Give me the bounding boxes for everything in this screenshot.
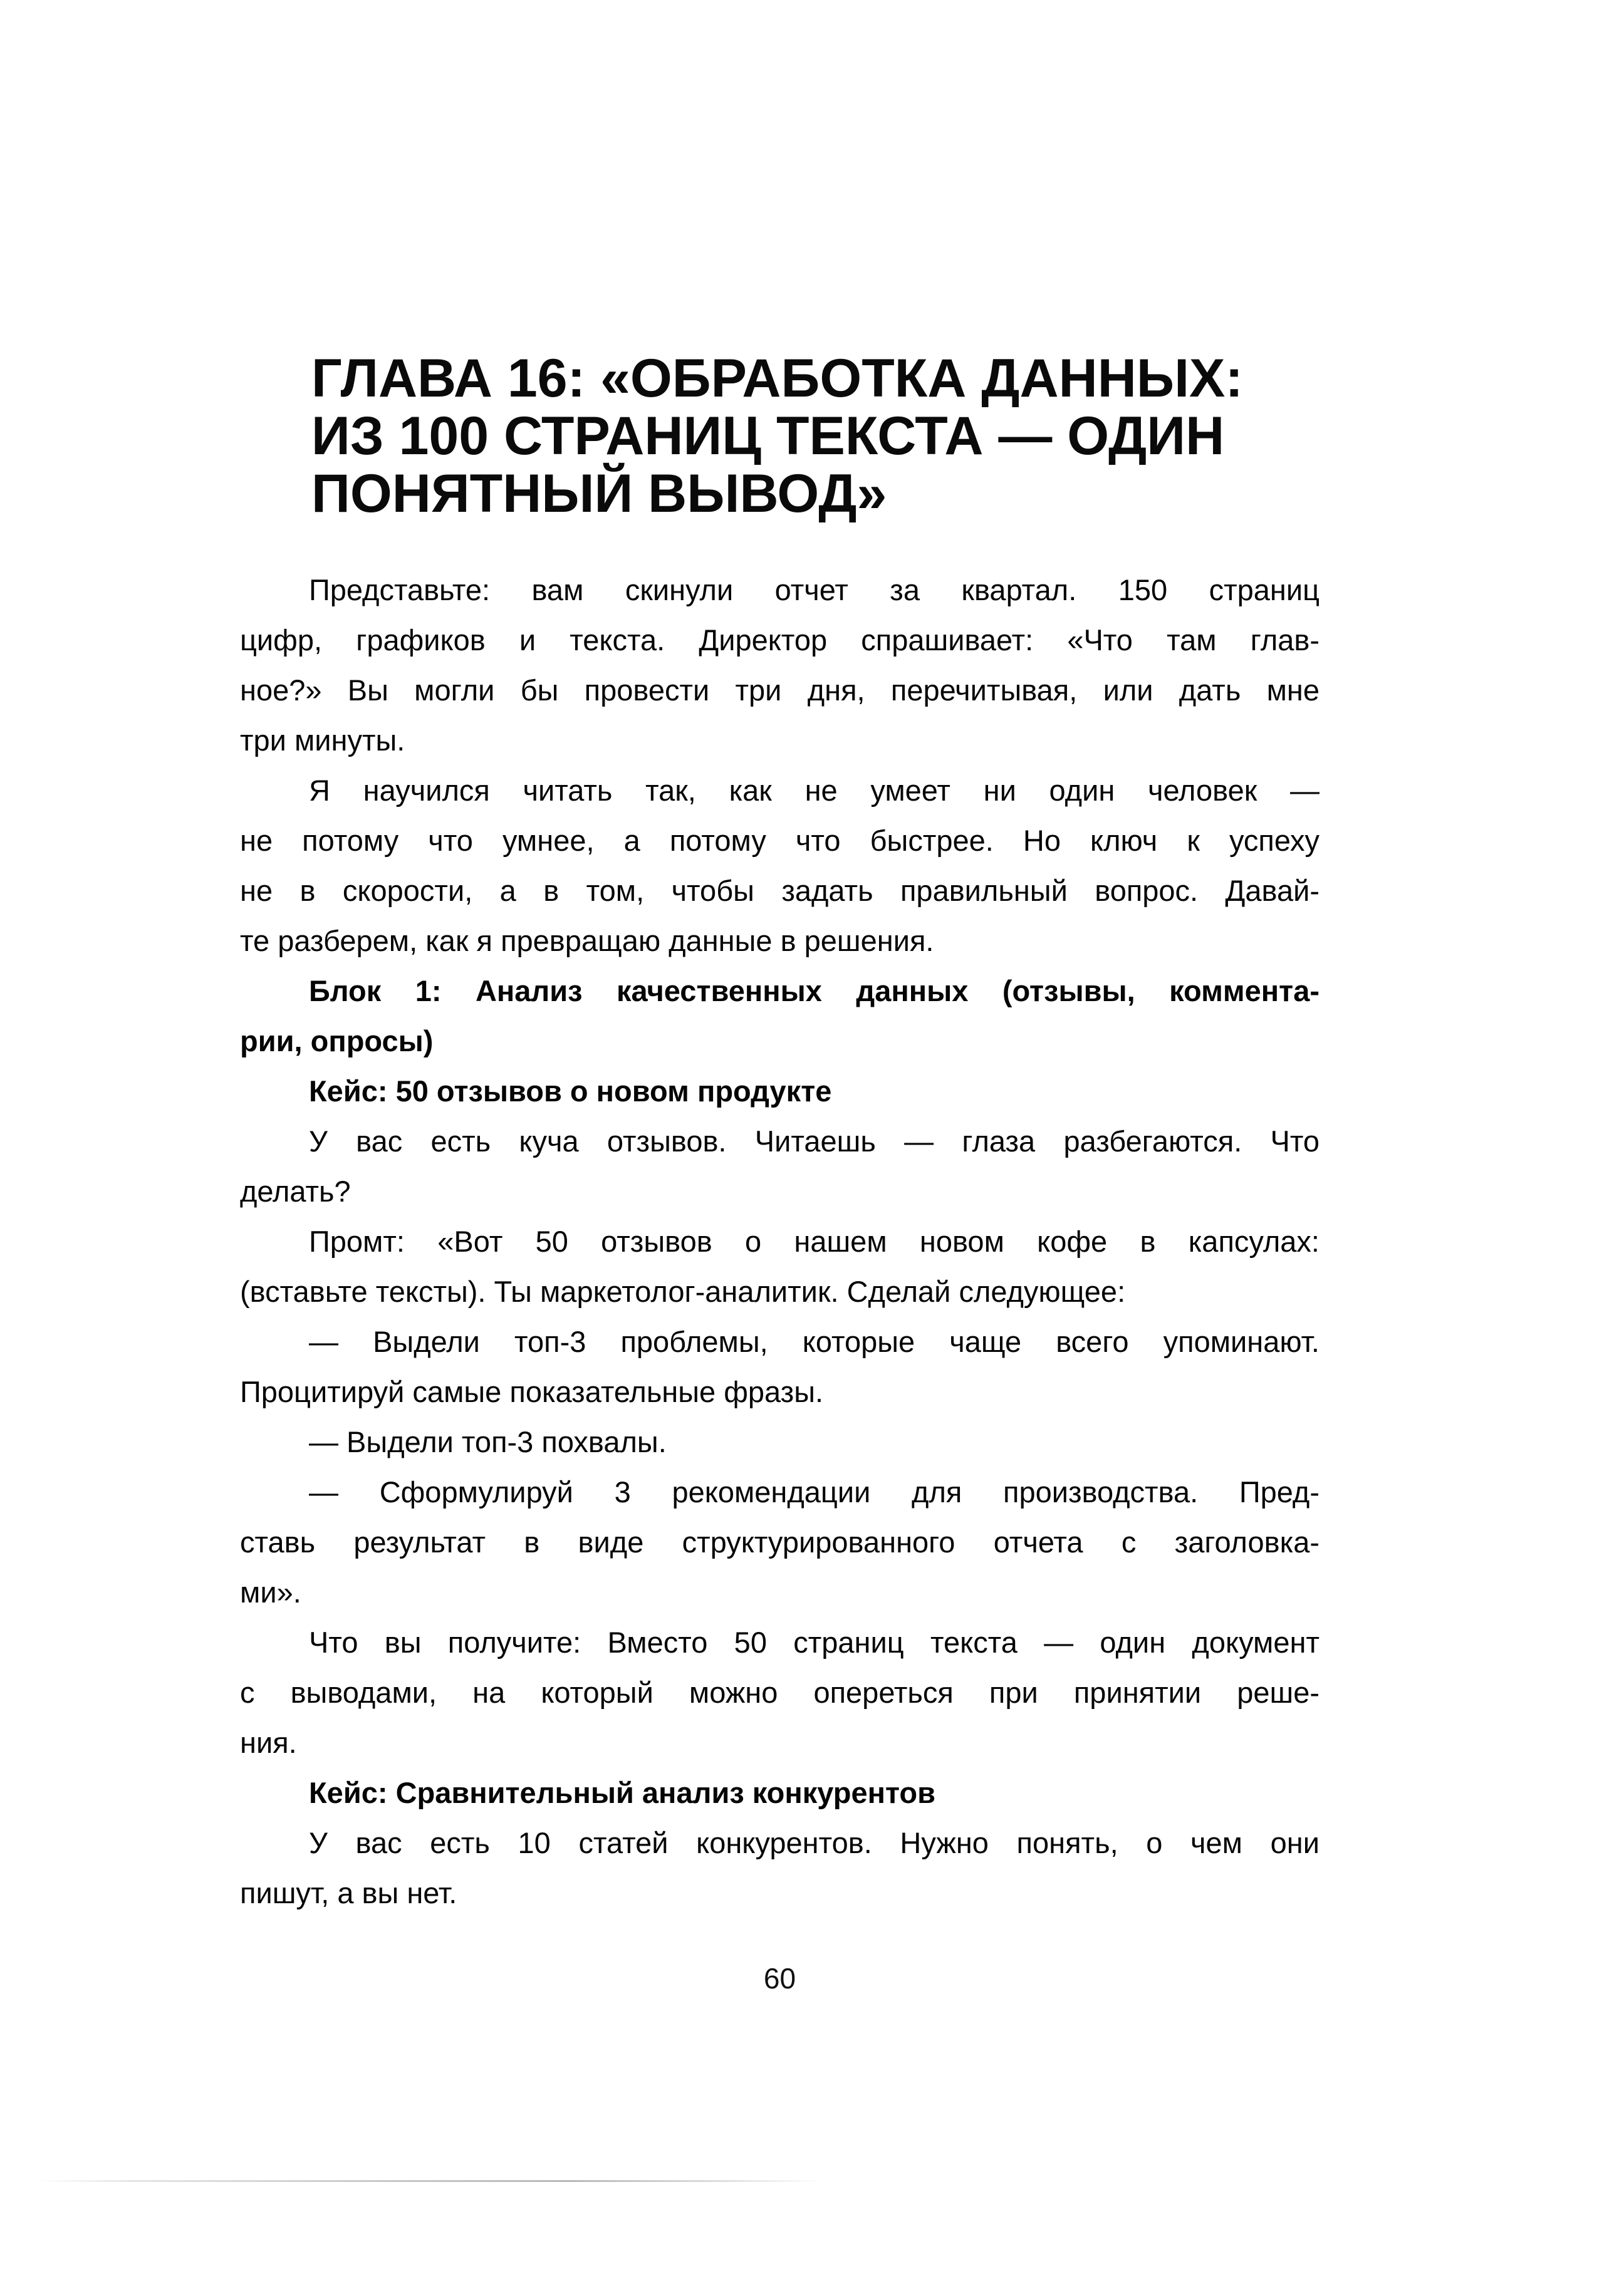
chapter-heading-line: ПОНЯТНЫЙ ВЫВОД»	[311, 464, 887, 524]
page-number: 60	[763, 1962, 796, 1995]
text-line: (вставьте тексты). Ты маркетолог-аналитик. Сделай следующее:	[240, 1275, 1126, 1308]
text-line: цифр, графиков и текста. Директор спрашивает: «Что там глав-	[240, 623, 1320, 657]
text-line: Что вы получите: Вместо 50 страниц текста — один документ	[309, 1626, 1320, 1659]
text-line: Представьте: вам скинули отчет за квартал. 150 страниц	[309, 573, 1320, 606]
text-line: ми».	[240, 1576, 301, 1609]
text-line: не потому что умнее, а потому что быстрее. Но ключ к успеху	[240, 824, 1320, 857]
text-line: ставь результат в виде структурированного отчета с заголовка-	[240, 1525, 1320, 1559]
text-line: Промт: «Вот 50 отзывов о нашем новом кофе в капсулах:	[309, 1225, 1320, 1258]
text-line: Кейс: Сравнительный анализ конкурентов	[309, 1776, 936, 1809]
text-line: ния.	[240, 1726, 297, 1759]
page-edge-scan-line	[36, 2180, 823, 2182]
text-line: У вас есть куча отзывов. Читаешь — глаза разбегаются. Что	[309, 1125, 1320, 1158]
chapter-heading-line: ГЛАВА 16: «ОБРАБОТКА ДАННЫХ:	[311, 348, 1244, 408]
text-line: Блок 1: Анализ качественных данных (отзывы, коммента-	[309, 974, 1320, 1007]
chapter-heading	[311, 350, 1377, 522]
chapter-heading-line: ИЗ 100 СТРАНИЦ ТЕКСТА — ОДИН	[311, 406, 1225, 466]
text-line: — Сформулируй 3 рекомендации для производства. Пред-	[309, 1475, 1320, 1509]
text-line: ное?» Вы могли бы провести три дня, перечитывая, или дать мне	[240, 673, 1320, 707]
text-line: те разберем, как я превращаю данные в решения.	[240, 924, 934, 957]
text-line: Кейс: 50 отзывов о новом продукте	[309, 1074, 832, 1108]
text-line: пишут, а вы нет.	[240, 1876, 457, 1909]
text-line: У вас есть 10 статей конкурентов. Нужно понять, о чем они	[309, 1826, 1320, 1859]
text-line: не в скорости, а в том, чтобы задать правильный вопрос. Давай-	[240, 874, 1320, 907]
text-line: Я научился читать так, как не умеет ни один человек —	[309, 774, 1320, 807]
text-line: с выводами, на который можно опереться при принятии реше-	[240, 1676, 1320, 1709]
text-line: делать?	[240, 1175, 351, 1208]
text-line: рии, опросы)	[240, 1024, 434, 1057]
text-line: — Выдели топ-3 проблемы, которые чаще всего упоминают.	[309, 1325, 1320, 1358]
text-line: Процитируй самые показательные фразы.	[240, 1375, 824, 1408]
text-line: — Выдели топ-3 похвалы.	[309, 1425, 667, 1458]
body-text	[240, 565, 1320, 1918]
text-line: три минуты.	[240, 724, 405, 757]
